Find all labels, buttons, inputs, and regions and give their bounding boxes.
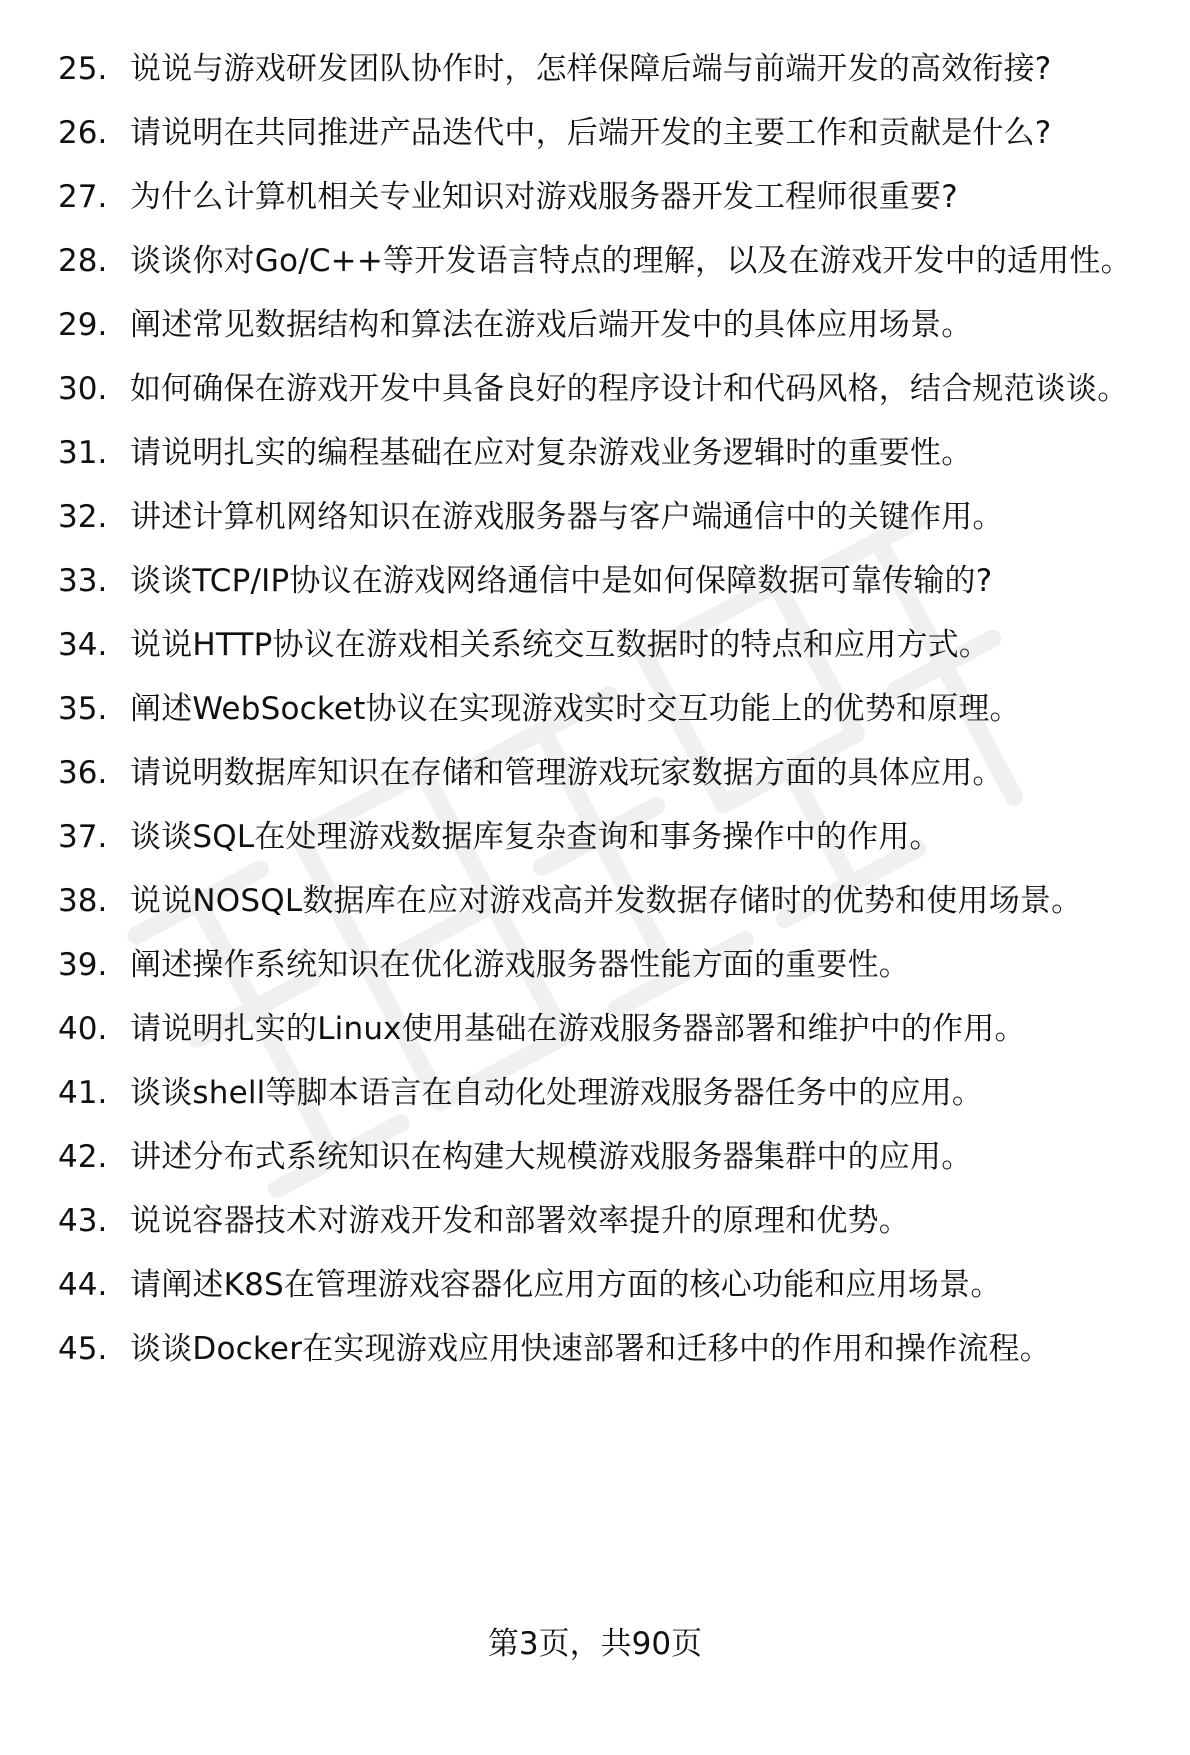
question-number: 27. (58, 179, 108, 215)
question-item (58, 876, 1163, 927)
question-item (58, 940, 1163, 991)
question-text: 阐述操作系统知识在优化游戏服务器性能方面的重要性。 (130, 947, 910, 983)
question-item (58, 44, 1163, 95)
question-number: 38. (58, 883, 108, 919)
question-text: 为什么计算机相关专业知识对游戏服务器开发工程师很重要? (130, 179, 958, 215)
question-number: 29. (58, 307, 108, 343)
question-text: 谈谈SQL在处理游戏数据库复杂查询和事务操作中的作用。 (130, 819, 941, 855)
question-number: 45. (58, 1331, 108, 1367)
question-item (58, 1068, 1163, 1119)
question-text: 请说明在共同推进产品迭代中，后端开发的主要工作和贡献是什么? (130, 115, 1052, 151)
question-number: 28. (58, 243, 108, 279)
question-text: 谈谈TCP/IP协议在游戏网络通信中是如何保障数据可靠传输的? (130, 563, 993, 599)
question-item (58, 1196, 1163, 1247)
question-text: 讲述分布式系统知识在构建大规模游戏服务器集群中的应用。 (130, 1139, 973, 1175)
question-text: 说说与游戏研发团队协作时，怎样保障后端与前端开发的高效衔接? (130, 51, 1052, 87)
question-list (58, 44, 1163, 1388)
question-item (58, 364, 1163, 415)
question-text: 谈谈shell等脚本语言在自动化处理游戏服务器任务中的应用。 (130, 1075, 984, 1111)
question-number: 26. (58, 115, 108, 151)
question-item (58, 556, 1163, 607)
question-item (58, 108, 1163, 159)
question-item (58, 1132, 1163, 1183)
question-item (58, 1324, 1163, 1375)
question-number: 39. (58, 947, 108, 983)
question-number: 37. (58, 819, 108, 855)
question-number: 34. (58, 627, 108, 663)
question-number: 31. (58, 435, 108, 471)
question-number: 33. (58, 563, 108, 599)
question-number: 40. (58, 1011, 108, 1047)
question-item (58, 684, 1163, 735)
question-item (58, 1260, 1163, 1311)
question-text: 请说明扎实的Linux使用基础在游戏服务器部署和维护中的作用。 (130, 1011, 1026, 1047)
question-item (58, 1004, 1163, 1055)
question-text: 说说容器技术对游戏开发和部署效率提升的原理和优势。 (130, 1203, 910, 1239)
question-text: 说说HTTP协议在游戏相关系统交互数据时的特点和应用方式。 (130, 627, 991, 663)
question-number: 43. (58, 1203, 108, 1239)
question-text: 如何确保在游戏开发中具备良好的程序设计和代码风格，结合规范谈谈。 (130, 371, 1129, 407)
question-text: 阐述常见数据结构和算法在游戏后端开发中的具体应用场景。 (130, 307, 973, 343)
question-item (58, 748, 1163, 799)
question-number: 44. (58, 1267, 108, 1303)
page-number-footer: 第3页，共90页 (487, 1626, 703, 1662)
question-text: 讲述计算机网络知识在游戏服务器与客户端通信中的关键作用。 (130, 499, 1004, 535)
question-number: 30. (58, 371, 108, 407)
question-number: 35. (58, 691, 108, 727)
question-number: 36. (58, 755, 108, 791)
question-number: 32. (58, 499, 108, 535)
question-item (58, 492, 1163, 543)
question-text: 请说明数据库知识在存储和管理游戏玩家数据方面的具体应用。 (130, 755, 1004, 791)
question-item (58, 300, 1163, 351)
question-item (58, 236, 1163, 287)
question-number: 25. (58, 51, 108, 87)
question-text: 谈谈你对Go/C++等开发语言特点的理解，以及在游戏开发中的适用性。 (130, 243, 1132, 279)
question-text: 阐述WebSocket协议在实现游戏实时交互功能上的优势和原理。 (130, 691, 1021, 727)
question-text: 说说NOSQL数据库在应对游戏高并发数据存储时的优势和使用场景。 (130, 883, 1083, 919)
question-number: 41. (58, 1075, 108, 1111)
question-item (58, 812, 1163, 863)
question-text: 请阐述K8S在管理游戏容器化应用方面的核心功能和应用场景。 (130, 1267, 1002, 1303)
question-number: 42. (58, 1139, 108, 1175)
question-item (58, 172, 1163, 223)
question-text: 谈谈Docker在实现游戏应用快速部署和迁移中的作用和操作流程。 (130, 1331, 1051, 1367)
question-item (58, 428, 1163, 479)
question-item (58, 620, 1163, 671)
question-text: 请说明扎实的编程基础在应对复杂游戏业务逻辑时的重要性。 (130, 435, 973, 471)
